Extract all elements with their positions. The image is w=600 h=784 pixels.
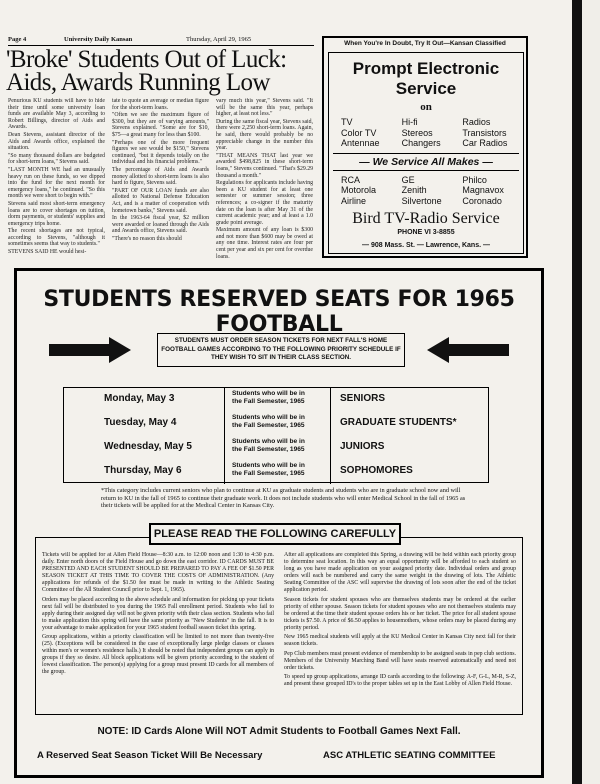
ad-brand: Philco <box>462 174 487 185</box>
article-column-3 <box>216 98 313 266</box>
article-body <box>8 98 314 266</box>
paragraph: "Often we see the maximum figure of $300, but they are of varying amounts," Stevens explained. "Some are for $10, $75—a great many for less than $100. <box>112 112 209 138</box>
priority-notice: STUDENTS MUST ORDER SEASON TICKETS FOR NEXT FALL'S HOME FOOTBALL GAMES ACCORDING TO THE FOLLOWING PRIORITY SCHEDULE IF THEY WISH TO SIT IN THEIR CLASS SECTION. <box>157 333 405 367</box>
service-banner: — We Service All Makes — <box>333 153 519 171</box>
ad-item: Antennae <box>341 138 380 148</box>
schedule-day: Wednesday, May 5 <box>104 441 192 452</box>
paragraph: "Perhaps one of the more frequent figures we see would be $150," Stevens continued, "but it depends totally on the individual and his financial problems." <box>112 139 209 166</box>
football-seating-notice <box>14 268 544 778</box>
left-arrow-icon <box>427 337 509 363</box>
schedule-row <box>64 412 488 436</box>
paragraph: Maximum amount of any loan is $300 and not more than $600 may be owed at any one time. Interest rates are four per cent per year and six per cent for overdue loans. <box>216 227 313 260</box>
ad-item: TV <box>341 117 353 127</box>
instructions-right <box>284 552 516 714</box>
committee-signature: ASC ATHLETIC SEATING COMMITTEE <box>323 750 496 761</box>
paragraph: "There's no reason this should <box>112 235 182 242</box>
paragraph: vary much this year," Stevens said. "It will be the same this year, perhaps higher, at least not less." <box>216 98 313 118</box>
ad-item: Changers <box>401 138 441 148</box>
paper-name: University Daily Kansan <box>64 36 133 43</box>
ad-title: Prompt Electronic Service <box>352 59 500 98</box>
paragraph: Pep Club members must present evidence of membership to be assigned seats in pep club sections. Members of the University Marching Band will have seats reserved automatically and need not order tickets. <box>284 650 516 671</box>
schedule-who: Students who will be in the Fall Semester, 1965 <box>232 414 305 429</box>
paragraph: In the 1963-64 fiscal year, $2 million were awarded or loaned through the Aids and Awards office, Stevens said. <box>112 215 209 235</box>
schedule-class: GRADUATE STUDENTS* <box>340 417 457 428</box>
ad-brand: Motorola <box>341 185 377 195</box>
paragraph: To speed up group applications, arrange ID cards according to the following: A-F, G-L, M-R, S-Z, and present these grouped ID's to the proper tables set up in the East Lobby of Allen Field House. <box>284 674 516 687</box>
schedule-who: Students who will be in the Fall Semester, 1965 <box>232 438 305 453</box>
paragraph: After all applications are completed this Spring, a drawing will be held within each priority group to determine seat location. In this way an equal opportunity will be afforded to each student so long as you have made application on your assigned priority date. Individual orders and group orders will each be numbered and carry the same weight in the drawing of lots. The Athletic Seating Committee of the ASC will supervise the drawing of lots soon after the end of the ticket application period. <box>284 552 516 593</box>
schedule-class: SENIORS <box>340 393 386 404</box>
article-column-2 <box>112 98 209 266</box>
paragraph: Penurious KU students will have to hide their time until some university loan funds are available May 3, according to Robert Billings, director of Aids and Awards. <box>8 98 105 131</box>
shop-name: Bird TV-Radio Service <box>352 210 500 227</box>
paragraph: Season tickets for student spouses who are themselves students may be ordered at the earlier priority of either spouse. Season tickets for student spouses who are not themselves students may be ordered at the time their student spouse orders his or her ticket. The price for all student spouse tickets is $7.50. A price of $6.50 applies to housemothers, whose orders may be placed during any priority period. <box>284 596 516 631</box>
ad-brand: Zenith <box>401 185 427 195</box>
schedule-day: Monday, May 3 <box>104 393 175 404</box>
graduate-footnote: *This category includes current seniors who plan to continue at KU as graduate students and students who are in graduate school now and will return to KU in the fall of 1965 to continue their graduate work. It does not include students who will enter Medical School in the fall of 1965 as their tickets will be applied for at the Medical Center in Kansas City. <box>101 487 466 510</box>
ad-item: Car Radios <box>462 138 508 148</box>
electronic-service-ad <box>322 36 528 258</box>
instructions-box <box>35 537 523 715</box>
schedule-class: SOPHOMORES <box>340 465 413 476</box>
ad-brand: RCA <box>341 174 361 185</box>
ad-item: Radios <box>462 117 491 127</box>
schedule-day: Tuesday, May 4 <box>104 417 177 428</box>
shop-phone: PHONE VI 3-8855 <box>397 229 455 236</box>
id-card-note: NOTE: ID Cards Alone Will NOT Admit Students to Football Games Next Fall. <box>97 726 461 737</box>
paragraph: The recent shortages are not typical, according to Stevens, "although it sometimes seems that way to students." <box>8 228 105 248</box>
schedule-day: Thursday, May 6 <box>104 465 182 476</box>
classified-tagline: When You're In Doubt, Try It Out—Kansan Classified <box>344 40 506 47</box>
ad-brand: Magnavox <box>462 185 504 195</box>
issue-date: Thursday, April 29, 1965 <box>186 36 252 43</box>
schedule-row <box>64 388 488 412</box>
ad-brand: Airline <box>341 195 367 206</box>
ad-brand: GE <box>401 174 415 185</box>
ad-item: Transistors <box>462 127 507 138</box>
schedule-row <box>64 436 488 460</box>
headline-line-1: 'Broke' Students Out of Luck: <box>6 46 287 73</box>
paragraph: Dean Stevens, assistant director of the Aids and Awards office, explained the situation. <box>8 131 105 152</box>
paragraph: Stevens said most short-term emergency loans are to cover shortages on tuition, dorm payments, or students' supplies and emergency trips home. <box>8 200 105 227</box>
ad-item: Color TV <box>341 127 377 138</box>
paragraph: tate to quote an average or median figure for the short-term loans. <box>112 98 209 111</box>
article-column-1 <box>8 98 105 266</box>
paragraph: STEVENS SAID HE would hesi- <box>8 249 87 256</box>
page-number: Page 4 <box>8 36 27 43</box>
schedule-row <box>64 460 488 484</box>
paragraph: Regulations for applicants include having been a KU student for at least one semester or summer session; three references; a co-signer if the maturity date on the loan is after May 31 of the current academic year; and at least a 1.0 grade point average. <box>216 180 313 226</box>
paragraph: "So many thousand dollars are budgeted for short-term loans," Stevens said. <box>8 152 105 166</box>
service-items <box>341 117 523 149</box>
ad-box <box>328 52 524 254</box>
schedule-who: Students who will be in the Fall Semester, 1965 <box>232 390 305 405</box>
schedule-class: JUNIORS <box>340 441 385 452</box>
next-page-strip <box>582 0 600 784</box>
instructions-left <box>42 552 274 714</box>
paragraph: The percentage of Aids and Awards money allotted to short-term loans is also hard to figure, Stevens said. <box>112 166 209 187</box>
article-headline <box>6 48 316 94</box>
shop-address: — 908 Mass. St. — Lawrence, Kans. — <box>362 242 490 249</box>
ad-item: Hi-fi <box>401 117 418 127</box>
paragraph: New 1965 medical students will apply at the KU Medical Center in Kansas City next fall for their season tickets. <box>284 634 516 647</box>
ad-brand: Coronado <box>462 195 502 206</box>
ad-item: Stereos <box>401 127 433 138</box>
notice-title: STUDENTS RESERVED SEATS FOR 1965 FOOTBALL <box>43 287 515 337</box>
ad-on: on <box>420 101 432 113</box>
paragraph: Tickets will be applied for at Allen Field House—8:30 a.m. to 12:00 noon and 1:30 to 4:30 p.m. daily. Enter north doors of the Field House and go down the east corridor. ID CARDS MUST BE PRESENTED AND EACH STUDENT SHOULD BE PREPARED TO PAY A FEE OF $1.50 PER SEASON TICKET AT THIS TIME TO COVER THE COSTS OF ADMINISTRATION. (Any applications for refunds of the $1.50 fee must be made in writing to the Athletic Seating Committee of the All Student Council prior to Sept. 1, 1965). <box>42 552 274 593</box>
ad-brand: Silvertone <box>401 195 442 206</box>
read-carefully-banner: PLEASE READ THE FOLLOWING CAREFULLY <box>149 523 401 545</box>
page-header <box>8 36 314 46</box>
adjacent-page-edge <box>572 0 600 784</box>
paragraph: "THAT MEANS THAT last year we awarded $498,825 in these short-term loans," Stevens continued. "That's $29.29 thousand a month." <box>216 152 313 179</box>
paragraph: "PART OF OUR LOAN funds are also allotted to National Defense Education Act, and is a matter of cooperation with hometown banks," Stevens said. <box>112 187 209 214</box>
headline-line-2: Aids, Awards Running Low <box>6 69 270 96</box>
reserved-seat-note: A Reserved Seat Season Ticket Will Be Necessary <box>37 750 263 761</box>
paragraph: "LAST MONTH WE had an unusually heavy run on these funds, so we dipped into the fund for the next month for emergency loans," he continued. "So this month we were short to begin with." <box>8 166 105 200</box>
paragraph: Group applications, within a priority classification will be limited to not more than twenty-five (25). (Exceptions will be considered in the case of exceptionally large pledge classes or classes within men's or women's residence halls.) It should be noted that independent groups can apply in groups if they so desire. All block applications will be given priority according to the student of lowest classification. The person(s) applying for a group must present ID cards for all members of the group. <box>42 634 274 675</box>
right-arrow-icon <box>49 337 131 363</box>
brand-items <box>341 175 523 207</box>
paragraph: Orders may be placed according to the above schedule and information for picking up your tickets next fall will be distributed to you during the 1965 Fall enrollment period. Students who fail to apply during their assigned day will not be given priority with their class section. Students who fail to make application this spring will have the same priority as "New Students" in the fall. It is to your advantage to make application for your 1965 student football season ticket this spring. <box>42 596 274 631</box>
paragraph: During the same fiscal year, Stevens said, there were 2,250 short-term loans. Again, he said, there would probably be no appreciable change in the number this year. <box>216 118 313 152</box>
priority-schedule <box>63 387 489 483</box>
schedule-who: Students who will be in the Fall Semester, 1965 <box>232 462 305 477</box>
